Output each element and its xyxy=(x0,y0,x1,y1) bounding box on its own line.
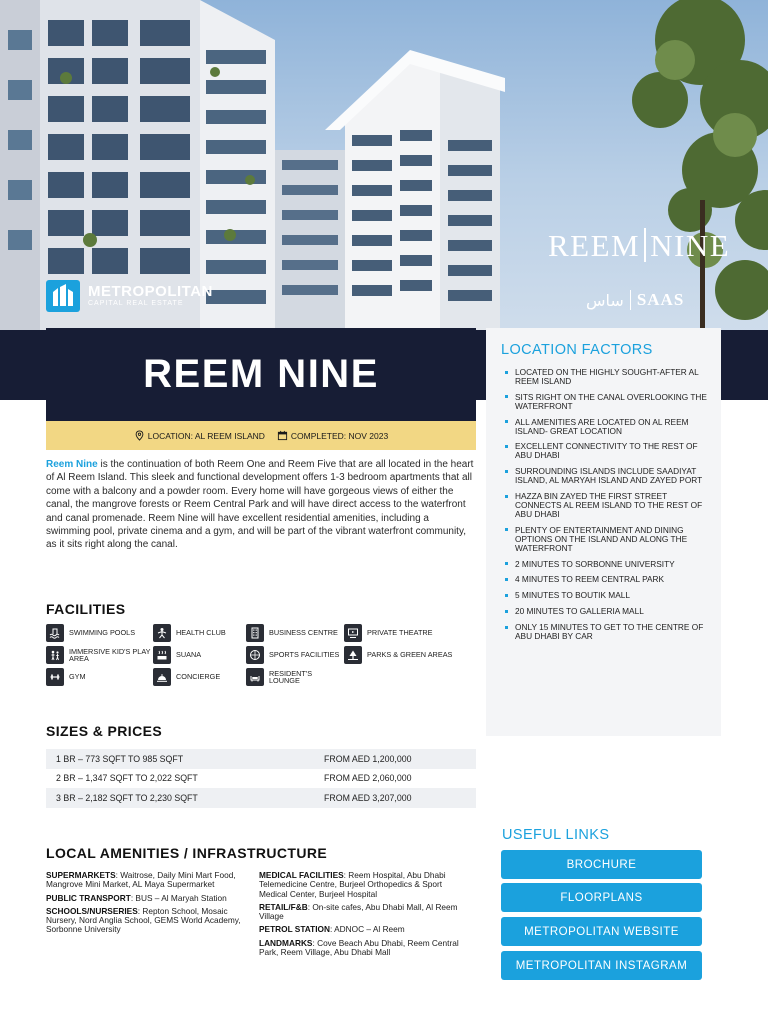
facility-label: RESIDENT'S LOUNGE xyxy=(269,668,313,685)
metropolitan-website-button[interactable]: METROPOLITAN WEBSITE xyxy=(501,917,702,946)
amenity-item: SUPERMARKETS: Waitrose, Daily Mini Mart Food, Mangrove Mini Market, AL Maya Supermarket xyxy=(46,870,236,890)
facility-item xyxy=(153,646,246,664)
page-title: REEM NINE xyxy=(143,352,379,396)
price-cell: FROM AED 3,207,000 xyxy=(324,792,412,803)
size-cell: 2 BR – 1,347 SQFT TO 2,022 SQFT xyxy=(56,773,198,784)
location-factors-heading: LOCATION FACTORS xyxy=(501,342,653,358)
facility-label: IMMERSIVE KID'S PLAY AREA xyxy=(69,646,151,663)
list-item: HAZZA BIN ZAYED THE FIRST STREET CONNECTS AL REEM ISLAND TO THE REST OF ABU DHABI xyxy=(501,492,707,519)
facility-label: BUSINESS CENTRE xyxy=(269,628,338,638)
price-cell: FROM AED 2,060,000 xyxy=(324,773,412,784)
amenity-item: PUBLIC TRANSPORT: BUS – Al Maryah Station xyxy=(46,892,227,903)
list-item: 2 MINUTES TO SORBONNE UNIVERSITY xyxy=(501,560,707,569)
info-bar xyxy=(46,421,476,450)
map-pin-icon xyxy=(134,430,145,441)
amenities-left-column xyxy=(46,871,246,939)
location-info xyxy=(134,430,265,441)
amenity-item: LANDMARKS: Cove Beach Abu Dhabi, Reem Central Park, Reem Village, Abu Dhabi Mall xyxy=(259,937,459,958)
facilities-heading: FACILITIES xyxy=(46,601,126,617)
completion-text: COMPLETED: NOV 2023 xyxy=(290,430,389,441)
size-cell: 3 BR – 2,182 SQFT TO 2,230 SQFT xyxy=(56,792,198,803)
facility-item xyxy=(344,624,474,642)
reem-logo-left: REEM xyxy=(548,228,641,263)
list-item: ONLY 15 MINUTES TO GET TO THE CENTRE OF ABU DHABI BY CAR xyxy=(501,623,707,641)
metropolitan-logo[interactable] xyxy=(46,280,213,312)
facility-label: PARKS & GREEN AREAS xyxy=(367,650,453,660)
list-item: ALL AMENITIES ARE LOCATED ON AL REEM ISLAND- GREAT LOCATION xyxy=(501,418,707,436)
reem-logo-right: NINE xyxy=(650,228,731,263)
facility-item xyxy=(246,624,344,642)
facility-item xyxy=(153,624,246,642)
amenity-item: MEDICAL FACILITIES: Reem Hospital, Abu Dhabi Telemedicine Centre, Burjeel Orthopedics & Sport Medical Center, Burjeel Hospital xyxy=(259,870,446,899)
completion-info xyxy=(277,430,388,441)
business-centre-icon xyxy=(246,624,264,642)
metropolitan-logo-icon xyxy=(46,280,80,312)
facility-item xyxy=(246,646,344,664)
reem-nine-logo xyxy=(548,228,730,264)
amenity-item: PETROL STATION: ADNOC – Al Reem xyxy=(259,924,405,935)
sports-icon xyxy=(246,646,264,664)
lounge-icon xyxy=(246,668,264,686)
metropolitan-logo-text: METROPOLITAN xyxy=(88,283,213,300)
list-item: SURROUNDING ISLANDS INCLUDE SAADIYAT ISLAND, AL MARYAH ISLAND AND ZAYED PORT xyxy=(501,467,707,485)
facility-item xyxy=(153,668,246,686)
price-cell: FROM AED 1,200,000 xyxy=(324,753,412,764)
metropolitan-logo-subtext: CAPITAL REAL ESTATE xyxy=(88,300,184,307)
facility-label: HEALTH CLUB xyxy=(176,628,226,638)
location-text: LOCATION: AL REEM ISLAND xyxy=(147,430,265,441)
facility-label: PRIVATE THEATRE xyxy=(367,628,433,638)
concierge-icon xyxy=(153,668,171,686)
facilities-list xyxy=(46,624,486,686)
title-box xyxy=(46,328,476,421)
amenities-heading: LOCAL AMENITIES / INFRASTRUCTURE xyxy=(46,845,328,861)
facility-item xyxy=(46,668,153,686)
saas-logo xyxy=(586,290,684,310)
list-item: 20 MINUTES TO GALLERIA MALL xyxy=(501,607,707,616)
health-club-icon xyxy=(153,624,171,642)
description-highlight: Reem Nine xyxy=(46,459,98,470)
useful-links-heading: USEFUL LINKS xyxy=(502,827,610,843)
brochure-button[interactable]: BROCHURE xyxy=(501,850,702,879)
saas-logo-arabic: ساس xyxy=(586,290,624,310)
sizes-heading: SIZES & PRICES xyxy=(46,723,163,739)
floorplans-button[interactable]: FLOORPLANS xyxy=(501,883,702,912)
gym-icon xyxy=(46,668,64,686)
facility-label: GYM xyxy=(69,672,86,682)
list-item: SITS RIGHT ON THE CANAL OVERLOOKING THE WATERFRONT xyxy=(501,393,707,411)
project-description xyxy=(46,458,476,552)
list-item: PLENTY OF ENTERTAINMENT AND DINING OPTIONS ON THE ISLAND AND ALONG THE WATERFRONT xyxy=(501,526,707,553)
facility-label: SUANA xyxy=(176,650,202,660)
facility-label: CONCIERGE xyxy=(176,672,221,682)
amenities-right-column xyxy=(259,871,469,961)
amenity-item: SCHOOLS/NURSERIES: Repton School, Mosaic Nursery, Nord Anglia School, GEMS World Academy, Sorbonne University xyxy=(46,905,241,935)
facility-item xyxy=(344,646,474,664)
facility-label: SPORTS FACILITIES xyxy=(269,650,340,660)
sizes-table xyxy=(46,749,476,808)
list-item: 5 MINUTES TO BOUTIK MALL xyxy=(501,591,707,600)
calendar-icon xyxy=(277,430,288,441)
table-row xyxy=(46,769,476,789)
amenity-item: RETAIL/F&B: On-site cafes, Abu Dhabi Mall, Al Reem Village xyxy=(259,901,458,922)
list-item: LOCATED ON THE HIGHLY SOUGHT-AFTER AL REEM ISLAND xyxy=(501,368,707,386)
location-factors-list xyxy=(501,368,707,641)
sauna-icon xyxy=(153,646,171,664)
metropolitan-instagram-button[interactable]: METROPOLITAN INSTAGRAM xyxy=(501,951,702,980)
theatre-icon xyxy=(344,624,362,642)
size-cell: 1 BR – 773 SQFT TO 985 SQFT xyxy=(56,753,184,764)
park-icon xyxy=(344,646,362,664)
list-item: EXCELLENT CONNECTIVITY TO THE REST OF ABU DHABI xyxy=(501,442,707,460)
list-item: 4 MINUTES TO REEM CENTRAL PARK xyxy=(501,575,707,584)
facility-label: SWIMMING POOLS xyxy=(69,628,136,638)
facility-item xyxy=(46,624,153,642)
facility-item xyxy=(46,646,153,664)
facility-item xyxy=(246,668,344,686)
saas-logo-english: SAAS xyxy=(636,290,685,309)
table-row xyxy=(46,788,476,808)
swimming-pool-icon xyxy=(46,624,64,642)
play-area-icon xyxy=(46,646,64,664)
location-factors-panel xyxy=(486,328,721,736)
description-text: is the continuation of both Reem One and Reem Five that are all located in the heart of Al Reem Island. This sleek and functional development offers 1-3 bedroom apartments that all come with a balcony and a powder room. Every home will have gorgeous views of either the canal, the mangrove forests or Reem Central Park and will have direct access to the waterfront and canal promenade. Reem Nine will have excellent residential amenities, including a swimming pool, private cinema and a gym, and will be part of the vibrant waterfront community, as it sits right along the canal. xyxy=(46,459,474,551)
table-row xyxy=(46,749,476,769)
